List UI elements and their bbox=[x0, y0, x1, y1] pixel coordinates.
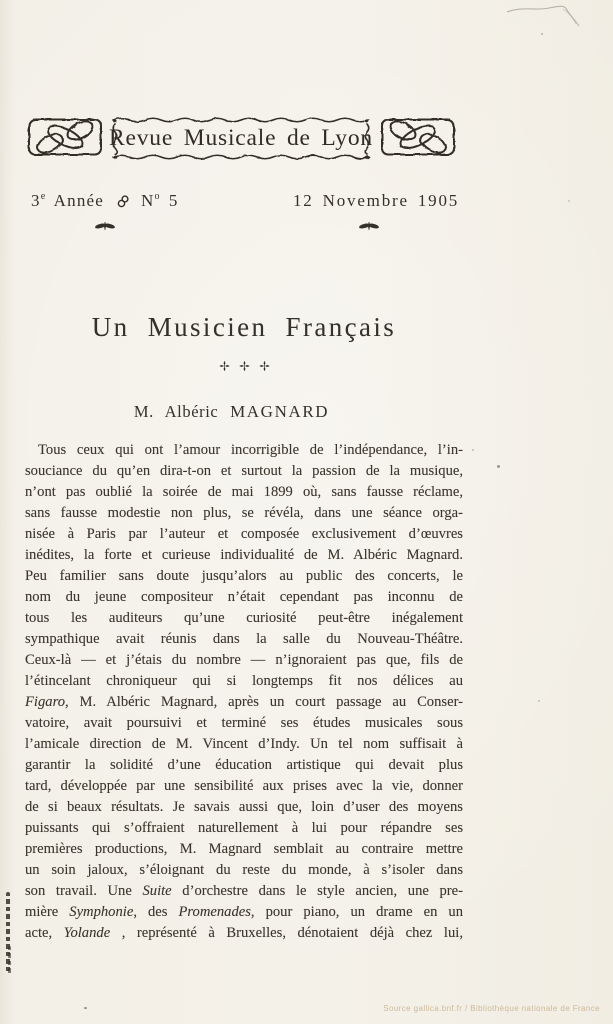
article-title: Un Musicien Français bbox=[91, 312, 397, 342]
body-line: tard, développée par une sensibilité aux prises avec la vie, donner bbox=[25, 778, 463, 794]
body-line: Figaro, M. Albéric Magnard, après un court passage au Conser- bbox=[25, 694, 463, 710]
body-line: Ceux-là — et j’étais du nombre — n’ignoraient pas que, fils de bbox=[25, 652, 463, 668]
body-line: acte, Yolande , représenté à Bruxelles, dénotaient déjà chez lui, bbox=[25, 925, 463, 941]
printer-knot-icon bbox=[117, 195, 129, 208]
source-attribution: Source gallica.bnf.fr / Bibliothèque nationale de France bbox=[383, 1004, 600, 1013]
body-line: garantir la solidité d’une éducation artistique qui devait plus bbox=[25, 757, 463, 773]
body-line: un soin jaloux, s’éloignant du reste du monde, à s’isoler dans bbox=[25, 862, 463, 878]
scan-artifact-left-edge bbox=[8, 946, 11, 974]
volume-number: 3 bbox=[31, 191, 41, 210]
issue-number: 5 bbox=[168, 191, 179, 210]
volume-ordinal-sup: e bbox=[40, 191, 46, 202]
body-line: Peu familier sans doute jusqu’alors au public des concerts, le bbox=[25, 568, 463, 584]
scan-speck bbox=[497, 465, 500, 468]
knot-ornament-right-icon bbox=[380, 117, 456, 157]
article-body bbox=[25, 440, 463, 944]
body-line: de si beaux résultats. Je savais aussi que, loin d’user des moyens bbox=[25, 799, 463, 815]
issue-ordinal-sup: o bbox=[154, 191, 160, 202]
body-line: n’ont pas oublié la soirée de mai 1899 où, sans fausse réclame, bbox=[25, 484, 463, 500]
body-line: puissants qui s’offraient naturellement à lui pour répandre ses bbox=[25, 820, 463, 836]
author-prefix: M. Albéric bbox=[133, 402, 219, 421]
scan-speck bbox=[541, 33, 543, 35]
fleuron-icon bbox=[358, 220, 380, 232]
issue-info-row bbox=[0, 191, 613, 215]
author-surname: MAGNARD bbox=[230, 402, 330, 421]
body-line: souciance du qu’en dira-t-on et surtout la passion de la musique, bbox=[25, 463, 463, 479]
body-line: mière Symphonie, des Promenades, pour piano, un drame en un bbox=[25, 904, 463, 920]
body-line: nom du jeune compositeur n’était cependant pas inconnu de bbox=[25, 589, 463, 605]
fleur-cross-icon bbox=[219, 360, 230, 372]
journal-masthead-title: Revue Musicale de Lyon bbox=[109, 125, 373, 151]
body-line: inédites, la forte et curieuse individualité de M. Albéric Magnard. bbox=[25, 547, 463, 563]
scan-speck bbox=[538, 700, 540, 702]
body-line: l’étincelant chroniqueur qui si longtemps fit nos délices au bbox=[25, 673, 463, 689]
article-author-heading bbox=[25, 402, 438, 422]
issue-date: 12 Novembre 1905 bbox=[293, 191, 460, 210]
body-line: tous les auditeurs qu’une curiosité peut-être inégalement bbox=[25, 610, 463, 626]
body-line: vatoire, avait poursuivi et terminé ses études musicales sous bbox=[25, 715, 463, 731]
knot-ornament-left-icon bbox=[27, 117, 103, 157]
volume-issue-label bbox=[31, 191, 179, 211]
scan-artifact-pencil-scribble bbox=[505, 2, 595, 32]
body-line: son travail. Une Suite d’orchestre dans le style ancien, une pre- bbox=[25, 883, 463, 899]
scan-speck bbox=[472, 449, 474, 451]
body-line: Tous ceux qui ont l’amour incorrigible de l’indépendance, l’in- bbox=[38, 442, 463, 458]
scan-speck bbox=[568, 200, 570, 202]
fleuron-icon bbox=[94, 220, 116, 232]
body-line: nisée à Paris par l’auteur et composée exclusivement d’œuvres bbox=[25, 526, 463, 542]
fleur-cross-icon bbox=[259, 360, 270, 372]
body-line: sympathique avait réunis dans la salle du Nouveau-Théâtre. bbox=[25, 631, 463, 647]
body-line: premières productions, M. Magnard semblait au contraire mettre bbox=[25, 841, 463, 857]
body-line: l’amicale direction de M. Vincent d’Indy. Un tel nom suffisait à bbox=[25, 736, 463, 752]
issue-letter: N bbox=[140, 191, 155, 210]
masthead-box bbox=[107, 112, 375, 165]
volume-word: Année bbox=[53, 191, 105, 210]
fleur-cross-icon bbox=[239, 360, 250, 372]
scan-speck bbox=[84, 1007, 87, 1009]
title-divider-crosses bbox=[25, 360, 463, 372]
body-line: sans fausse modestie non plus, se révéla, dans une séance orga- bbox=[25, 505, 463, 521]
